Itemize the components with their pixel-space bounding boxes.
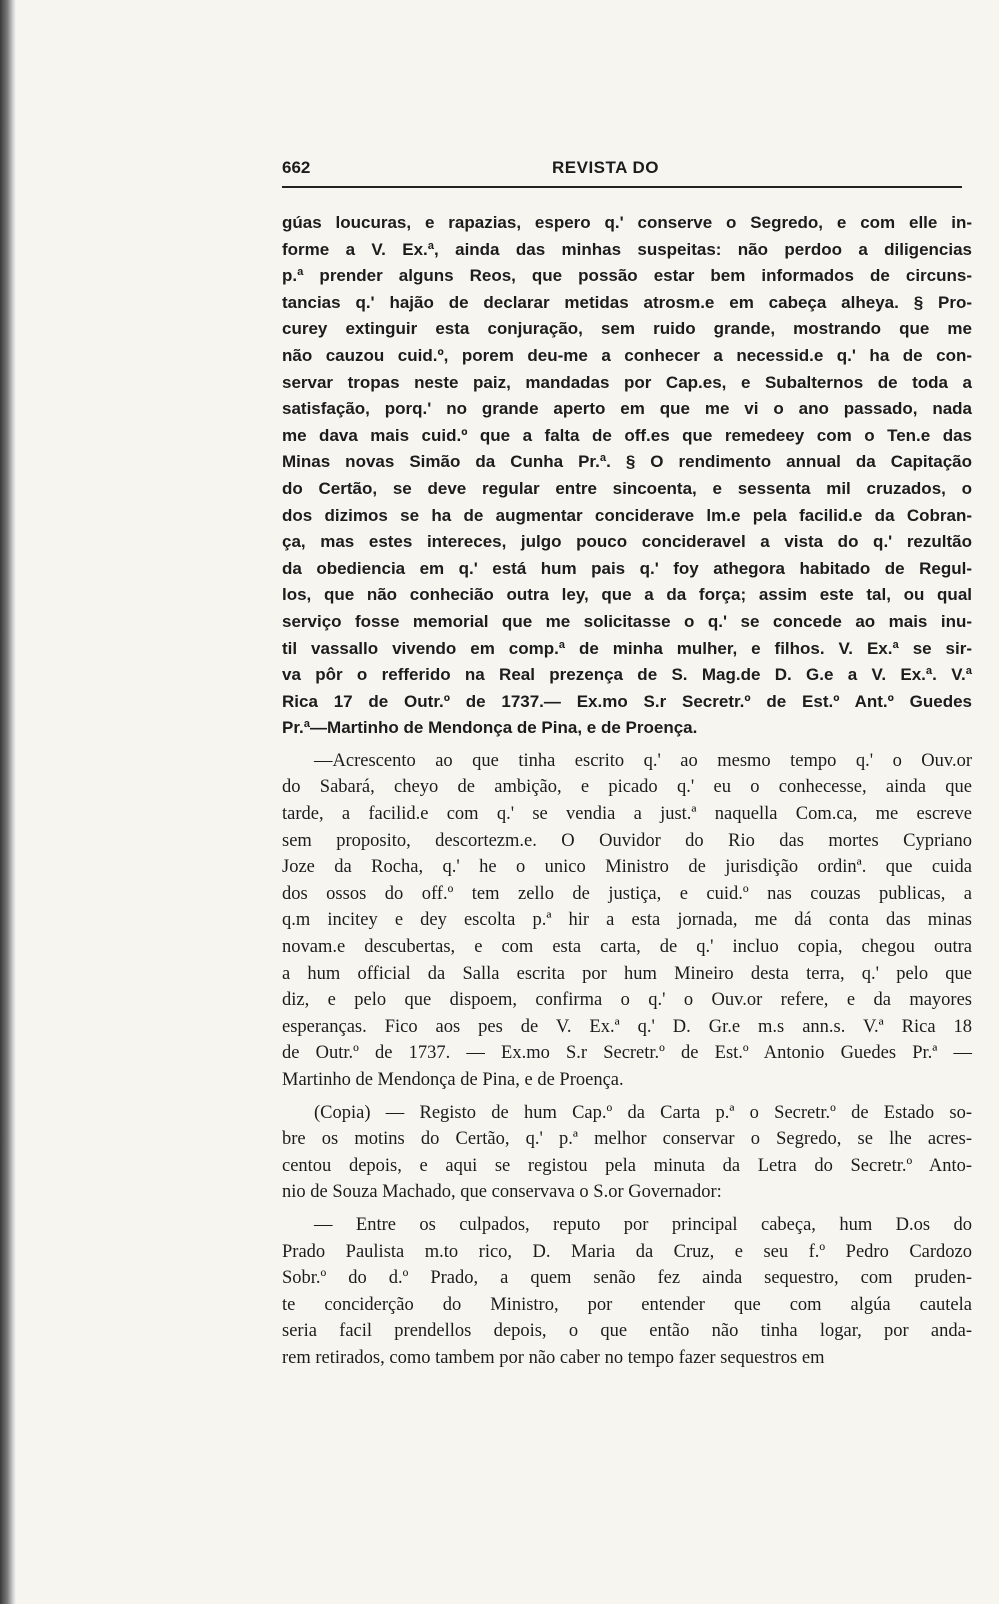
text-line: los, que não conhecião outra ley, que a da força; assim este tal, ou qual bbox=[282, 585, 972, 605]
text-line: va pôr o refferido na Real prezença de S. Mag.de D. G.e a V. Ex.ª. V.ª bbox=[282, 665, 972, 685]
page bbox=[282, 150, 972, 1372]
text-line: Sobr.º do d.º Prado, a quem senão fez ainda sequestro, com pruden- bbox=[282, 1268, 972, 1289]
text-line: satisfação, porq.' no grande aperto em que me vi o ano passado, nada bbox=[282, 399, 972, 419]
text-line: sem proposito, descortezm.e. O Ouvidor do Rio das mortes Cypriano bbox=[282, 830, 972, 851]
text-line: — Entre os culpados, reputo por principal cabeça, hum D.os do bbox=[314, 1214, 972, 1235]
text-line: Pr.ª—Martinho de Mendonça de Pina, e de Proença. bbox=[282, 718, 698, 738]
text-line: p.ª prender alguns Reos, que possão estar bem informados de circuns- bbox=[282, 266, 972, 286]
text-line: Minas novas Simão da Cunha Pr.ª. § O rendimento annual da Capitação bbox=[282, 452, 972, 472]
text-line: novam.e descubertas, e com esta carta, de q.' incluo copia, chegou outra bbox=[282, 937, 972, 958]
text-line: dos ossos do off.º tem zello de justiça, e cuid.º nas couzas publicas, a bbox=[282, 883, 972, 904]
text-line: seria facil prendellos depois, o que então não tinha logar, por anda- bbox=[282, 1321, 972, 1342]
text-line: te conciderção do Ministro, por entender que com algúa cautela bbox=[282, 1294, 972, 1315]
text-line: tancias q.' hajão de declarar metidas atrosm.e em cabeça alheya. § Pro- bbox=[282, 292, 972, 312]
text-line: til vassallo vivendo em comp.ª de minha mulher, e filhos. V. Ex.ª se sir- bbox=[282, 638, 972, 658]
text-line: Rica 17 de Outr.º de 1737.— Ex.mo S.r Secretr.º de Est.º Ant.º Guedes bbox=[282, 691, 972, 711]
text-line: Joze da Rocha, q.' he o unico Ministro de jurisdição ordinª. que cuida bbox=[282, 857, 972, 878]
text-line: de Outr.º de 1737. — Ex.mo S.r Secretr.º de Est.º Antonio Guedes Pr.ª — bbox=[282, 1043, 972, 1064]
text-line: nio de Souza Machado, que conservava o S.or Governador: bbox=[282, 1182, 722, 1203]
text-line: servar tropas neste paiz, mandadas por Cap.es, e Subalternos de toda a bbox=[282, 372, 972, 392]
text-line: dos dizimos se ha de augmentar conciderave lm.e pela facilid.e da Cobran- bbox=[282, 505, 972, 525]
text-line: me dava mais cuid.º que a falta de off.es que remedeey com o Ten.e das bbox=[282, 425, 972, 445]
text-line: esperanças. Fico aos pes de V. Ex.ª q.' D. Gr.e m.s ann.s. V.ª Rica 18 bbox=[282, 1016, 972, 1037]
paragraph bbox=[282, 1100, 972, 1206]
text-line: q.m incitey e dey escolta p.ª hir a esta jornada, me dá conta das minas bbox=[282, 910, 972, 931]
body-text bbox=[282, 210, 972, 1372]
header-rule bbox=[282, 186, 962, 188]
paragraph bbox=[282, 1212, 972, 1372]
text-line: não cauzou cuid.º, porem deu-me a conhecer a necessid.e q.' ha de con- bbox=[282, 345, 972, 365]
text-line: (Copia) — Registo de hum Cap.º da Carta p.ª o Secretr.º de Estado so- bbox=[314, 1102, 972, 1123]
text-line: Martinho de Mendonça de Pina, e de Proença. bbox=[282, 1070, 624, 1090]
paragraph bbox=[282, 748, 972, 1094]
text-line: bre os motins do Certão, q.' p.ª melhor conservar o Segredo, se lhe acres- bbox=[282, 1129, 972, 1150]
text-line: do Certão, se deve regular entre sincoenta, e sessenta mil cruzados, o bbox=[282, 478, 972, 498]
page-number: 662 bbox=[282, 158, 311, 177]
text-line: gúas loucuras, e rapazias, espero q.' conserve o Segredo, e com elle in- bbox=[282, 213, 972, 232]
text-line: ça, mas estes intereces, julgo pouco concideravel a vista do q.' rezultão bbox=[282, 532, 972, 552]
text-line: diz, e pelo que dispoem, confirma o q.' o Ouv.or refere, e da mayores bbox=[282, 990, 972, 1011]
text-line: a hum official da Salla escrita por hum Mineiro desta terra, q.' pelo que bbox=[282, 963, 972, 984]
journal-title: REVISTA DO bbox=[552, 158, 660, 177]
text-line: tarde, a facilid.e com q.' se vendia a just.ª naquella Com.ca, me escreve bbox=[282, 804, 972, 825]
text-line: forme a V. Ex.ª, ainda das minhas suspeitas: não perdoo a diligencias bbox=[282, 239, 972, 259]
paragraph bbox=[282, 210, 972, 742]
text-line: do Sabará, cheyo de ambição, e picado q.' eu o conhecesse, ainda que bbox=[282, 777, 972, 798]
text-line: curey extinguir esta conjuração, sem ruido grande, mostrando que me bbox=[282, 319, 972, 339]
text-line: —Acrescento ao que tinha escrito q.' ao mesmo tempo q.' o Ouv.or bbox=[314, 750, 972, 771]
book-binding-shadow bbox=[0, 0, 16, 1604]
text-line: rem retirados, como tambem por não caber no tempo fazer sequestros em bbox=[282, 1347, 825, 1368]
text-line: Prado Paulista m.to rico, D. Maria da Cruz, e seu f.º Pedro Cardozo bbox=[282, 1241, 972, 1262]
text-line: serviço fosse memorial que me solicitasse o q.' se concede ao mais inu- bbox=[282, 611, 972, 631]
running-head bbox=[282, 150, 972, 180]
text-line: centou depois, e aqui se registou pela minuta da Letra do Secretr.º Anto- bbox=[282, 1155, 972, 1176]
text-line: da obediencia em q.' está hum pais q.' foy athegora habitado de Regul- bbox=[282, 558, 972, 578]
